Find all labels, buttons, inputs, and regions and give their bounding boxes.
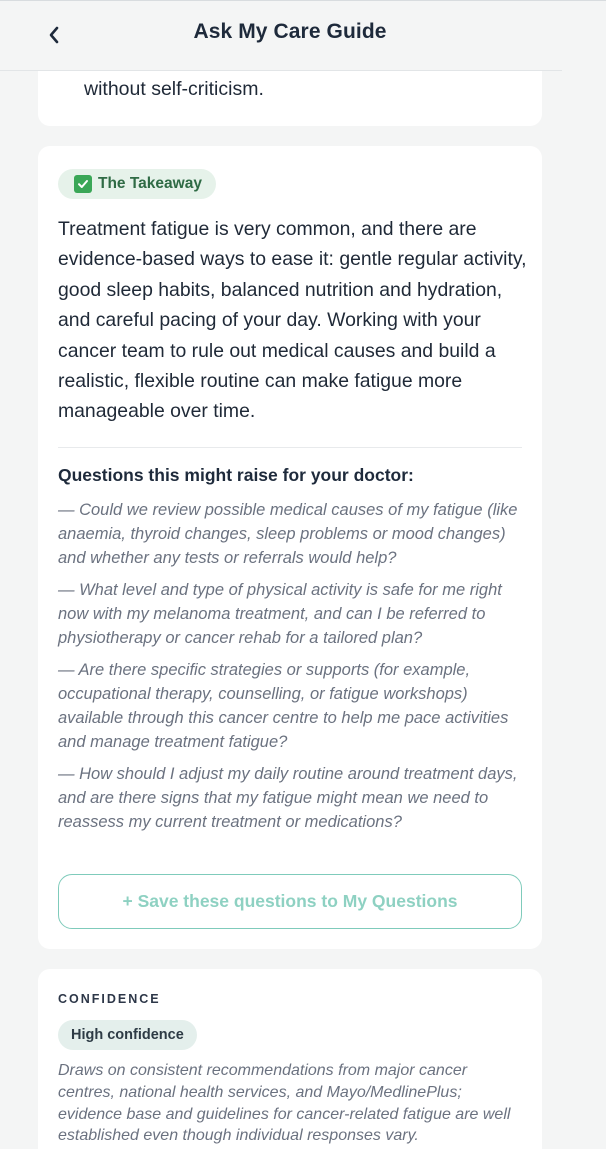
confidence-level-badge: High confidence [58, 1020, 197, 1050]
save-questions-button[interactable]: + Save these questions to My Questions [58, 874, 522, 929]
takeaway-badge-label: The Takeaway [98, 175, 202, 192]
question-item: — Could we review possible medical causes of my fatigue (like anaemia, thyroid changes, sleep problems or mood changes) and whether any tests or referrals would help? [58, 501, 518, 567]
questions-heading: Questions this might raise for your doctor: [58, 465, 414, 485]
top-border [0, 0, 606, 1]
takeaway-badge [58, 169, 216, 199]
takeaway-card [38, 146, 542, 949]
question-item: — How should I adjust my daily routine around treatment days, and are there signs that my fatigue might mean we need to reassess my current treatment or medications? [58, 765, 518, 831]
confidence-label: CONFIDENCE [58, 992, 161, 1006]
takeaway-body: Treatment fatigue is very common, and there are evidence-based ways to ease it: gentle regular activity, good sleep habits, balanced nutrition and hydration, and careful pacing of your day. Working with your cancer team to rule out medical causes and build a realistic, flexible routine can make fatigue more manageable over time. [58, 218, 527, 423]
question-item: — Are there specific strategies or supports (for example, occupational therapy, counselling, or fatigue workshops) available through this cancer centre to help me pace activities and manage treatment fatigue? [58, 661, 509, 751]
page-title: Ask My Care Guide [193, 20, 387, 43]
previous-answer-text: without self-criticism. [84, 78, 264, 100]
question-item: — What level and type of physical activity is safe for me right now with my melanoma treatment, and can I be referred to physiotherapy or cancer rehab for a tailored plan? [58, 581, 502, 647]
confidence-card [38, 969, 542, 1149]
divider [58, 447, 522, 448]
app-header [0, 0, 562, 71]
confidence-explanation: Draws on consistent recommendations from major cancer centres, national health services, and Mayo/MedlinePlus; evidence base and guidelines for cancer-related fatigue are well established even though individual responses vary. [58, 1062, 511, 1145]
check-mark-button-icon [74, 175, 92, 193]
questions-list [58, 498, 518, 842]
